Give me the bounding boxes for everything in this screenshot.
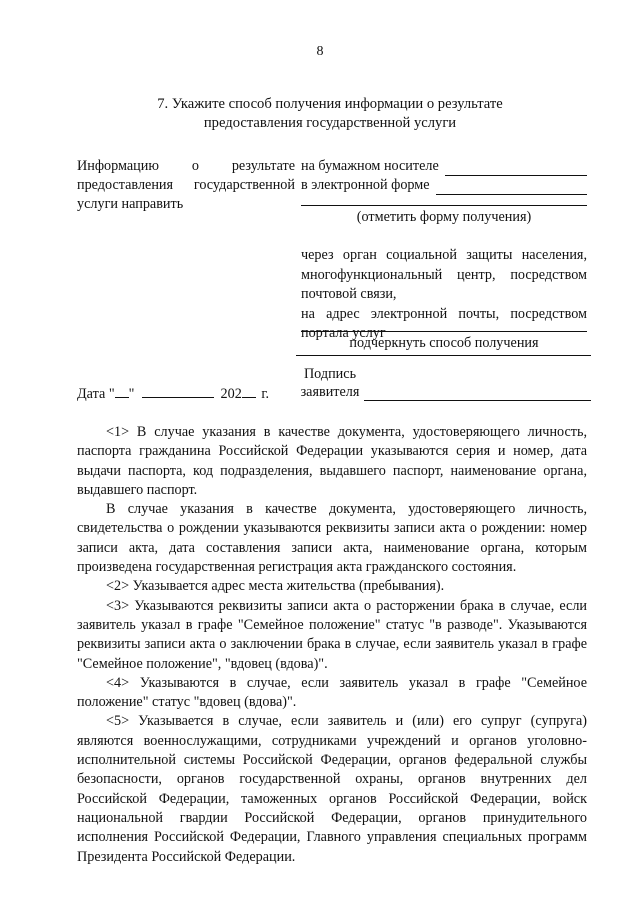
option-extra-field[interactable] bbox=[301, 205, 587, 206]
way-line-4: на адрес электронной почты, посредством bbox=[301, 305, 587, 322]
option-electronic-field[interactable] bbox=[436, 180, 587, 195]
date-year-suffix: г. bbox=[261, 386, 270, 402]
way-line-2: многофункциональный центр, посредством bbox=[301, 266, 587, 283]
footnote-1: <1> В случае указания в качестве документа, удостоверяющего личность, паспорта гражданина Российской Федерации указываются серия и номер, дата выдачи паспорта, код подразделения, выдавшего паспорт, наименование органа, выдавшего паспорт. bbox=[77, 424, 587, 498]
way-line-5: портала услуг bbox=[301, 325, 386, 342]
section-title bbox=[80, 95, 580, 133]
delivery-ways bbox=[301, 246, 587, 344]
signature-field[interactable] bbox=[364, 400, 591, 401]
option-paper-label: на бумажном носителе bbox=[301, 158, 439, 174]
footnote-4: <4> Указываются в случае, если заявитель указал в графе "Семейное положение" статус "вдовец (вдова)". bbox=[77, 674, 587, 711]
section-title-line-1: 7. Укажите способ получения информации о результате bbox=[157, 96, 503, 112]
way-line-3: почтовой связи, bbox=[301, 286, 397, 303]
hint-way: подчеркнуть способ получения bbox=[349, 335, 539, 351]
result-delivery-label-line-2: предоставления государственной bbox=[77, 177, 295, 193]
footnote-3: <3> Указываются реквизиты записи акта о расторжении брака в случае, если заявитель указал в графе "Семейное положение" статус "в разводе". Указываются реквизиты записи акта о заключении брака в случае, если заявитель указал в графе "Семейное положение", "вдовец (вдова)". bbox=[77, 597, 587, 672]
result-delivery-label bbox=[77, 157, 295, 214]
date-row bbox=[77, 383, 269, 403]
signature-caption-line-2: заявителя bbox=[300, 384, 360, 400]
result-delivery-label-line-3: услуги направить bbox=[77, 196, 184, 212]
date-quote-close: " bbox=[128, 386, 135, 402]
option-electronic-label: в электронной форме bbox=[301, 177, 430, 193]
hint-way-underline bbox=[296, 355, 591, 356]
footnote-5: <5> Указывается в случае, если заявитель и (или) его супруг (супруга) являются военнослужащими, сотрудниками учреждений и органов уголовно-исполнительной системы Российской Федерации, органов федеральной службы безопасности, органов государственной охраны, органов внутренних дел Российской Федерации, таможенных органов Российской Федерации, войск национальной гвардии Российской Федерации, органов принудительного исполнения Российской Федерации, Главного управления специальных программ Президента Российской Федерации. bbox=[77, 713, 587, 865]
signature-caption bbox=[300, 365, 360, 401]
footnote-1-continued: В случае указания в качестве документа, удостоверяющего личность, свидетельства о рождении указываются реквизиты записи акта о рождении: номер записи акта, дата составления записи акта, наименование органа, которым произведена государственная регистрация акта гражданского состояния. bbox=[77, 501, 587, 576]
footnote-2: <2> Указывается адрес места жительства (пребывания). bbox=[106, 578, 445, 595]
date-year-prefix: 202 bbox=[220, 386, 242, 402]
page-number: 8 bbox=[316, 44, 324, 59]
date-day-field[interactable] bbox=[115, 383, 129, 398]
option-paper-row bbox=[301, 157, 587, 176]
date-month-field[interactable] bbox=[142, 383, 214, 398]
way-line-1: через орган социальной защиты населения, bbox=[301, 247, 587, 263]
date-label: Дата " bbox=[77, 386, 115, 402]
date-year-field[interactable] bbox=[242, 383, 256, 398]
option-paper-field[interactable] bbox=[445, 161, 587, 176]
ways-underline bbox=[301, 331, 587, 332]
hint-form: (отметить форму получения) bbox=[356, 209, 532, 225]
option-electronic-row bbox=[301, 176, 587, 195]
signature-caption-line-1: Подпись bbox=[303, 366, 357, 382]
footnotes bbox=[77, 423, 587, 867]
result-delivery-label-line-1: Информацию о результате bbox=[77, 158, 295, 174]
section-title-line-2: предоставления государственной услуги bbox=[203, 115, 457, 131]
